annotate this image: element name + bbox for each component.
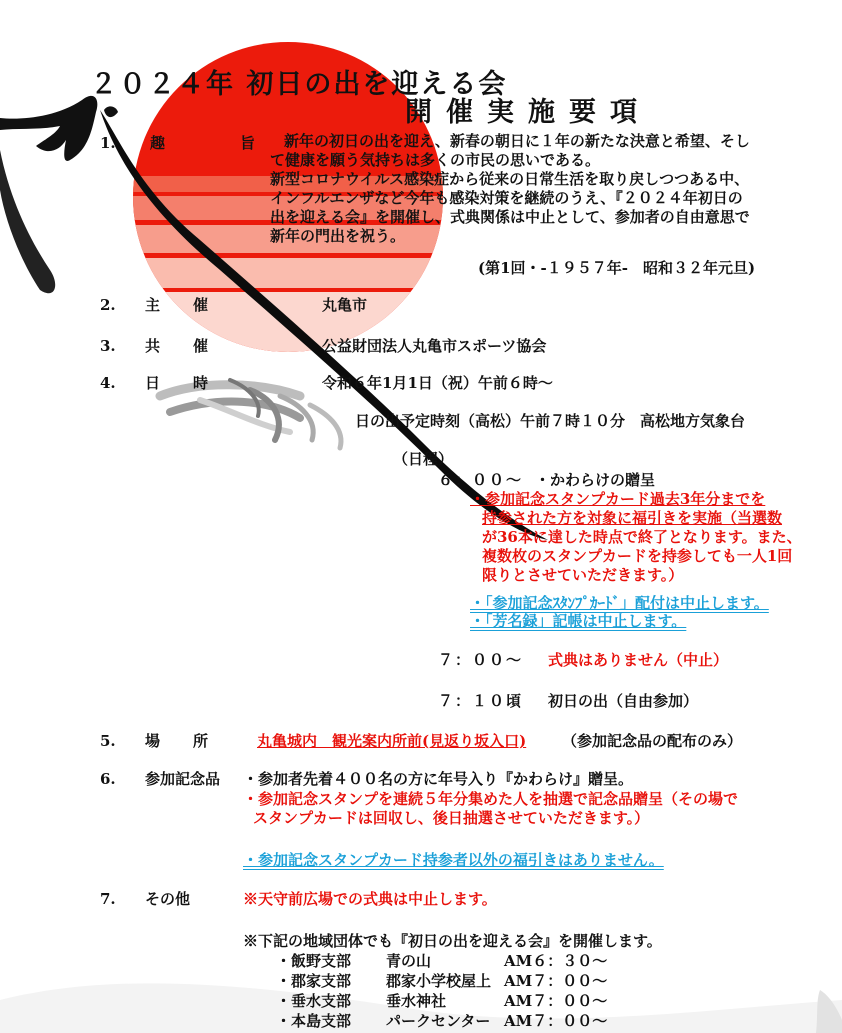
section-2-label-b: 催	[193, 296, 209, 314]
brush-stroke-left	[0, 96, 97, 161]
section-1-line: 新年の初日の出を迎え、新春の朝日に１年の新たな決意と希望、そし	[284, 132, 750, 150]
branch-row	[276, 971, 607, 991]
branch-row	[276, 991, 607, 1011]
section-1-line: 新年の門出を祝う。	[270, 227, 406, 245]
section-1-label: 趣 旨	[150, 134, 286, 152]
page-title: ２０２４年 初日の出を迎える会	[90, 69, 508, 100]
branch-time: AM７：００～	[504, 992, 608, 1010]
section-2-label-a: 主	[145, 296, 161, 314]
branch-place: 青の山	[386, 952, 432, 970]
schedule-time-1: ６：００～	[438, 471, 524, 489]
section-7-label: その他	[145, 890, 191, 908]
section-3-number: 3.	[100, 337, 116, 355]
branch-row	[276, 1011, 607, 1031]
branch-name: ・郡家支部	[276, 972, 352, 990]
section-7-number: 7.	[100, 890, 116, 908]
branch-time: AM７：００～	[504, 972, 608, 990]
section-5-number: 5.	[100, 732, 116, 750]
section-5-label-a: 場	[145, 732, 161, 750]
branch-name: ・本島支部	[276, 1012, 352, 1030]
date-value: 令和６年1月1日（祝）午前６時～	[322, 374, 553, 392]
section-4-label-b: 時	[193, 374, 209, 392]
wave-strokes	[160, 380, 341, 448]
gift-line-4: ・参加記念スタンプカード持参者以外の福引きはありません。	[243, 851, 664, 869]
branch-place: 垂水神社	[386, 992, 447, 1010]
sunrise-time: 日の出予定時刻（高松）午前７時１０分 高松地方気象台	[355, 412, 746, 430]
gift-line-1: ・参加者先着４００名の方に年号入り『かわらけ』贈呈。	[243, 770, 634, 788]
section-4-number: 4.	[100, 374, 116, 392]
gift-line-3: スタンプカードは回収し、後日抽選させていただきます。）	[253, 809, 650, 827]
section-5-label-b: 所	[193, 732, 209, 750]
branch-row	[276, 951, 607, 971]
lottery-line: 限りとさせていただきます。）	[482, 566, 684, 584]
gift-line-2: ・参加記念スタンプを連続５年分集めた人を抽選で記念品贈呈（その場で	[243, 790, 739, 808]
branch-name: ・垂水支部	[276, 992, 352, 1010]
branch-place: パークセンター	[386, 1012, 491, 1030]
organizer-value: 丸亀市	[322, 296, 368, 314]
section-1-line: て健康を願う気持ちは多くの市民の思いである。	[270, 151, 601, 169]
lottery-line: ・参加記念スタンプカード過去3年分までを	[470, 490, 766, 508]
branch-name: ・飯野支部	[276, 952, 352, 970]
section-1-line: 出を迎える会』を開催し、式典関係は中止として、参加者の自由意思で	[270, 208, 750, 226]
section-4-label-a: 日	[145, 374, 161, 392]
ceremony-cancel-notice: ※天守前広場での式典は中止します。	[243, 890, 497, 908]
section-3-label-a: 共	[145, 337, 161, 355]
schedule-text-1: ・かわらけの贈呈	[535, 471, 656, 489]
regional-events-notice: ※下記の地域団体でも『初日の出を迎える会』を開催します。	[243, 932, 662, 950]
lottery-notice	[470, 490, 802, 585]
lottery-line: 持参された方を対象に福引きを実施（当選数	[482, 509, 783, 527]
section-6-label: 参加記念品	[145, 770, 221, 788]
lottery-line: 複数枚のスタンプカードを持参しても一人1回	[482, 547, 793, 565]
section-1-number: 1.	[100, 134, 116, 152]
branch-place: 郡家小学校屋上	[386, 972, 492, 990]
page-subtitle: 開催実施要項	[405, 97, 651, 128]
venue-note: （参加記念品の配布のみ）	[562, 732, 743, 750]
section-6-number: 6.	[100, 770, 116, 788]
section-1-line: 新型コロナウイルス感染症から従来の日常生活を取り戻しつつある中、	[270, 170, 750, 188]
venue-value: 丸亀城内 観光案内所前(見返り坂入口)	[257, 732, 527, 750]
section-2-number: 2.	[100, 296, 116, 314]
branch-time: AM６：３０～	[504, 952, 608, 970]
lottery-line: が36本に達した時点で終了となります。また、	[482, 528, 802, 546]
section-1-note: (第1回・-１９５７年- 昭和３２年元旦)	[478, 259, 756, 277]
schedule-time-2: ７：００～	[438, 651, 524, 669]
section-1-line: インフルエンザなど今年も感染対策を継続のうえ、『２０２４年初日の	[270, 189, 743, 207]
branch-time: AM７：００～	[504, 1012, 608, 1030]
stamp-card-notice: ・「参加記念ｽﾀﾝﾌﾟｶｰﾄﾞ」配付は中止します。	[470, 594, 769, 612]
schedule-label: （日程）	[393, 450, 454, 468]
schedule-time-3: ７：１０頃	[438, 692, 524, 710]
section-1-body	[270, 132, 750, 246]
co-organizer-value: 公益財団法人丸亀市スポーツ協会	[322, 337, 547, 355]
guestbook-notice: ・「芳名録」記帳は中止します。	[470, 612, 687, 630]
section-3-label-b: 催	[193, 337, 209, 355]
schedule-text-2: 式典はありません（中止）	[548, 651, 729, 669]
schedule-text-3: 初日の出（自由参加）	[548, 692, 699, 710]
